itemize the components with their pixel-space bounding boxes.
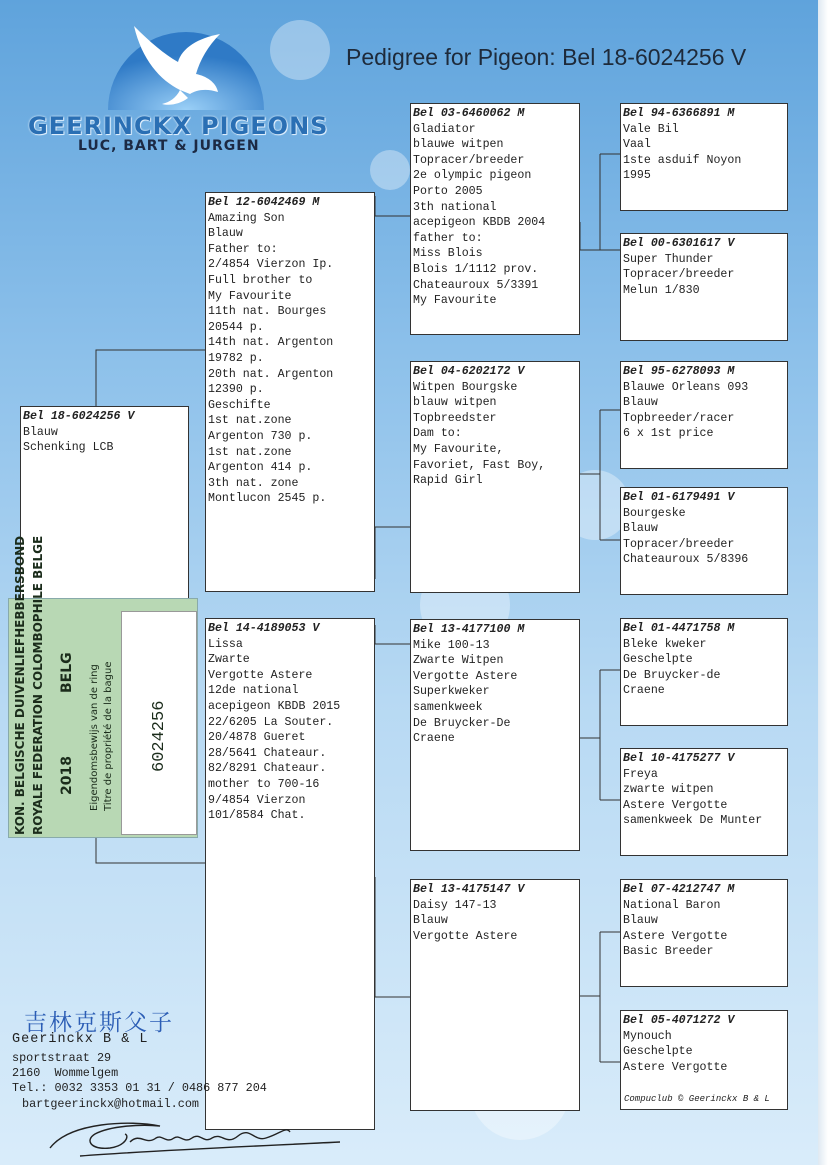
ring-number: Bel 03-6460062 M [413, 107, 525, 120]
ring-number: Bel 10-4175277 V [623, 752, 735, 765]
ring-number: Bel 18-6024256 V [23, 410, 135, 423]
pigeon-card-grandsire-1: Bel 03-6460062 M Gladiator blauwe witpen Topracer/breeder 2e olympic pigeon Porto 2005 3th national acepigeon KBDB 2004 father to: Miss Blois Blois 1/1112 prov. Chateauroux 5/3391 My Favourite [410, 103, 580, 335]
ring-card-number-panel [121, 611, 197, 835]
pigeon-card-grandsire-2: Bel 13-4177100 M Mike 100-13 Zwarte Witpen Vergotte Astere Superkweker samenkweek De Bruycker-De Craene [410, 619, 580, 851]
signature-icon [40, 1112, 360, 1162]
ring-card-number: 6024256 [150, 700, 169, 772]
ring-number: Bel 00-6301617 V [623, 237, 735, 250]
ring-card-org-fr: ROYALE FEDERATION COLOMBOPHILE BELGE [31, 535, 45, 835]
page-title: Pedigree for Pigeon: Bel 18-6024256 V [346, 44, 747, 70]
pigeon-card-sire: Bel 12-6042469 M Amazing Son Blauw Father to: 2/4854 Vierzon Ip. Full brother to My Favourite 11th nat. Bourges 20544 p. 14th nat. Argenton 19782 p. 20th nat. Argenton 12390 p. Geschifte 1st nat.zone Argenton 730 p. 1st nat.zone Argenton 414 p. 3th nat. zone Montlucon 2545 p. [205, 192, 375, 592]
ring-card-text-nl: Eigendomsbewijs van de ring [89, 664, 100, 811]
pigeon-card-dam: Bel 14-4189053 V Lissa Zwarte Vergotte Astere 12de national acepigeon KBDB 2015 22/6205 La Souter. 20/4878 Gueret 28/5641 Chateaur. 82/8291 Chateaur. mother to 700-16 9/4854 Vierzon 101/8584 Chat. [205, 618, 375, 1130]
pigeon-card-ancestor-6: Bel 10-4175277 V Freya zwarte witpen Astere Vergotte samenkweek De Munter [620, 748, 788, 856]
ring-number: Bel 07-4212747 M [623, 883, 735, 896]
ring-number: Bel 95-6278093 M [623, 365, 735, 378]
ring-number: Bel 01-6179491 V [623, 491, 735, 504]
ring-number: Bel 94-6366891 M [623, 107, 735, 120]
footer-name: Geerinckx B & L [12, 1032, 149, 1047]
ring-number: Bel 14-4189053 V [208, 622, 320, 635]
ring-card-year: 2018 [59, 756, 75, 795]
pigeon-card-subject: Bel 18-6024256 V Blauw Schenking LCB [20, 406, 189, 834]
footer-chinese-name: 吉林克斯父子 [24, 1010, 174, 1036]
pigeon-card-ancestor-3: Bel 95-6278093 M Blauwe Orleans 093 Blauw Topbreeder/racer 6 x 1st price [620, 361, 788, 469]
ring-card-country: BELG [59, 652, 75, 693]
ring-number: Bel 04-6202172 V [413, 365, 525, 378]
ring-number: Bel 13-4177100 M [413, 623, 525, 636]
footer-tel: Tel.: 0032 3353 01 31 / 0486 877 204 [12, 1081, 267, 1095]
ring-number: Bel 01-4471758 M [623, 622, 735, 635]
ring-card-org-nl: KON. BELGISCHE DUIVENLIEFHEBBERSBOND [13, 535, 27, 835]
footer-street: sportstraat 29 [12, 1051, 112, 1065]
pigeon-card-granddam-2: Bel 13-4175147 V Daisy 147-13 Blauw Vergotte Astere [410, 879, 580, 1111]
pigeon-card-ancestor-1: Bel 94-6366891 M Vale Bil Vaal 1ste asduif Noyon 1995 [620, 103, 788, 211]
pigeon-card-ancestor-5: Bel 01-4471758 M Bleke kweker Geschelpte De Bruycker-de Craene [620, 618, 788, 726]
pigeon-card-ancestor-2: Bel 00-6301617 V Super Thunder Topracer/breeder Melun 1/830 [620, 233, 788, 341]
logo-subtitle: LUC, BART & JURGEN [78, 138, 260, 154]
footer-city: 2160 Wommelgem [12, 1066, 119, 1080]
ring-number: Bel 12-6042469 M [208, 196, 320, 209]
ring-number: Bel 13-4175147 V [413, 883, 525, 896]
pigeon-card-ancestor-8: Bel 05-4071272 V Mynouch Geschelpte Astere Vergotte [620, 1010, 788, 1110]
copyright-note: Compuclub © Geerinckx B & L [624, 1094, 770, 1104]
ring-ownership-card [8, 535, 198, 838]
pigeon-card-ancestor-4: Bel 01-6179491 V Bourgeske Blauw Topracer/breeder Chateauroux 5/8396 [620, 487, 788, 595]
pigeon-card-granddam-1: Bel 04-6202172 V Witpen Bourgske blauw witpen Topbreedster Dam to: My Favourite, Favoriet, Fast Boy, Rapid Girl [410, 361, 580, 593]
pigeon-card-ancestor-7: Bel 07-4212747 M National Baron Blauw Astere Vergotte Basic Breeder [620, 879, 788, 987]
ring-number: Bel 05-4071272 V [623, 1014, 735, 1027]
logo-brand: GEERINCKX PIGEONS [28, 112, 329, 140]
ring-card-text-fr: Titre de propriété de la bague [103, 661, 114, 811]
footer-email: bartgeerinckx@hotmail.com [22, 1097, 199, 1111]
